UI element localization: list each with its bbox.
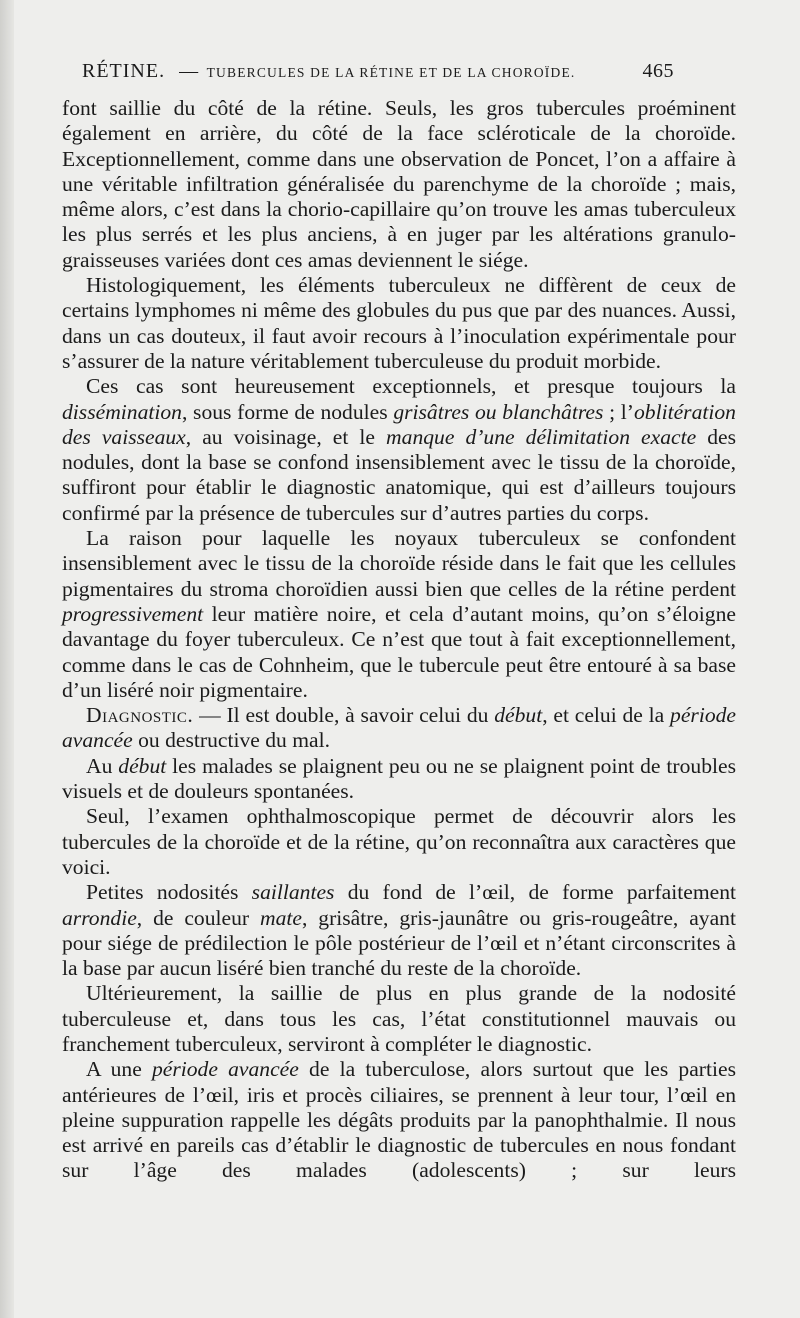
text-run: Ces cas sont heureusement exceptionnels, et presque toujours la	[86, 374, 736, 399]
paragraph	[62, 526, 736, 703]
text-run: leur matière noire, et cela d’autant moins, qu’on s’éloigne davantage du foyer tuberculeux. Ce n’est que tout à fait exceptionnellement, comme dans le cas de Cohnheim, que le tubercule peut être entouré à sa base d’un liséré noir pigmentaire.	[62, 601, 736, 702]
italic-text: dissémination	[62, 399, 182, 424]
italic-text: période avancée	[151, 1057, 299, 1082]
text-run: Au	[86, 753, 119, 778]
text-run: ou destructive du mal.	[132, 728, 331, 753]
text-run: font saillie du côté de la rétine. Seuls, les gros tubercules proéminent également en arrière, du côté de la face scléroticale de la choroïde. Exceptionnellement, comme dans une observation de Poncet, l’on a affaire à une véritable infiltration généralisée du parenchyme de la choroïde ; mais, même alors, c’est dans la chorio-capillaire qu’on trouve les amas tuberculeux les plus serrés et les plus anciens, à en juger par les altérations granulo-graisseuses variées dont ces amas deviennent le siége.	[62, 96, 736, 272]
text-run: , de couleur	[136, 905, 260, 930]
paragraph	[62, 804, 736, 880]
text-run: Petites nodosités	[86, 880, 252, 905]
header-subtitle: TUBERCULES DE LA RÉTINE ET DE LA CHOROÏDE.	[206, 65, 576, 80]
italic-text: progressivement	[62, 601, 204, 626]
text-run: A une	[86, 1057, 152, 1082]
text-run: — Il est double, à savoir celui du	[193, 703, 495, 728]
running-header	[82, 60, 678, 83]
paragraph	[62, 96, 736, 273]
text-run: Ultérieurement, la saillie de plus en plus grande de la nodosité tuberculeuse et, dans tous les cas, l’état constitutionnel mauvais ou franchement tuberculeux, serviront à compléter le diagnostic.	[62, 981, 736, 1056]
paragraph	[62, 880, 736, 981]
text-run: , et celui de la	[542, 703, 671, 728]
text-run: les malades se plaignent peu ou ne se plaignent point de troubles visuels et de douleurs spontanées.	[62, 753, 736, 804]
italic-text: début	[494, 703, 543, 728]
paragraph	[62, 981, 736, 1057]
italic-text: saillantes	[251, 880, 335, 905]
italic-text: période avancée	[62, 703, 736, 753]
text-run: , sous forme de nodules	[181, 399, 394, 424]
body-text	[62, 96, 736, 1184]
text-run: , grisâtre, gris-jaunâtre ou gris-rougeâtre, ayant pour siége de prédilection le pôle postérieur de l’œil et n’étant circonscrites à la base par aucun liséré bien tranché du reste de la choroïde.	[62, 905, 736, 981]
italic-text: arrondie	[62, 905, 137, 930]
italic-text: grisâtres ou blanchâtres	[393, 399, 604, 424]
italic-text: manque d’une délimitation exacte	[386, 424, 697, 449]
text-run: ; l’	[603, 399, 634, 424]
paragraph	[62, 1057, 736, 1183]
paragraph	[62, 273, 736, 374]
page-number: 465	[642, 60, 674, 82]
text-run: des nodules, dont la base se confond insensiblement avec le tissu de la choroïde, suffiront pour établir le diagnostic anatomique, qui est d’ailleurs toujours confirmé par la présence de tubercules sur d’autres parties du corps.	[62, 424, 736, 525]
text-run: de la tuberculose, alors surtout que les parties antérieures de l’œil, iris et procès ciliaires, se prennent à leur tour, l’œil en pleine suppuration rappelle les dégâts produits par la panophthalmie. Il nous est arrivé en pareils cas d’établir le diagnostic de tubercules en nous fondant sur l’âge des malades (adolescents) ; sur leurs	[62, 1057, 736, 1183]
header-dash: —	[179, 61, 199, 82]
text-run: , au voisinage, et le	[185, 424, 387, 449]
italic-text: début	[118, 753, 167, 778]
paragraph	[62, 374, 736, 526]
text-run: La raison pour laquelle les noyaux tuberculeux se confondent insensiblement avec le tissu de la choroïde réside dans le fait que les cellules pigmentaires du stroma choroïdien aussi bien que celles de la rétine perdent	[62, 526, 736, 601]
italic-text: mate	[260, 905, 302, 930]
text-run: du fond de l’œil, de forme parfaitement	[334, 880, 736, 905]
text-run: Histologiquement, les éléments tuberculeux ne diffèrent de ceux de certains lymphomes ni même des globules du pus que par des nuances. Aussi, dans un cas douteux, il faut avoir recours à l’inoculation expérimentale pour s’assurer de la nature véritablement tuberculeuse du produit morbide.	[62, 273, 736, 373]
page-gutter-shadow	[0, 0, 14, 1318]
section-label: Diagnostic.	[86, 703, 194, 728]
header-title: RÉTINE.	[82, 60, 166, 82]
text-run: Seul, l’examen ophthalmoscopique permet de découvrir alors les tubercules de la choroïde et de la rétine, qu’on reconnaîtra aux caractères que voici.	[62, 804, 736, 879]
paragraph	[62, 703, 736, 754]
paragraph	[62, 754, 736, 805]
italic-text: oblitération des vaisseaux	[62, 399, 736, 449]
